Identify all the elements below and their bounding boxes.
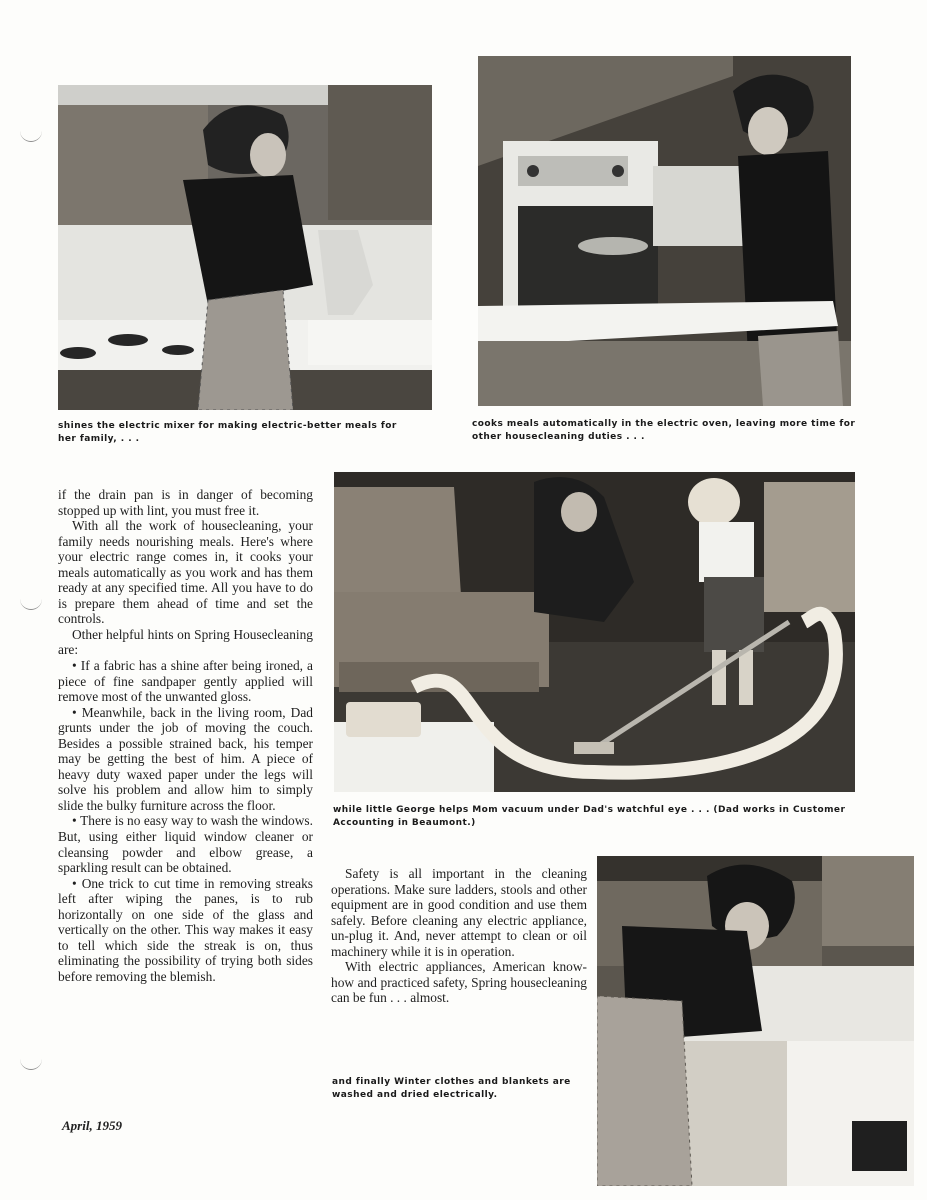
mixer-caption: shines the electric mixer for making electric-better meals for her family, . . . xyxy=(58,421,397,444)
issue-date: April, 1959 xyxy=(62,1118,122,1133)
article-column-middle xyxy=(331,866,587,1006)
binder-hole-middle xyxy=(20,598,42,610)
paragraph: With electric appliances, American know-how and practiced safety, Spring housecleaning can be fun . . . almost. xyxy=(331,959,587,1006)
binder-hole-bottom xyxy=(20,1058,42,1070)
paragraph: With all the work of housecleaning, your family needs nourishing meals. Here's where your electric range comes in, it cooks your meals automatically as you work and has them ready at any specified time. All you have to do is prepare them ahead of time and set the controls. xyxy=(58,518,313,627)
bullet-item: • Meanwhile, back in the living room, Dad grunts under the job of moving the couch. Besides a possible strained back, his temper may be getting the best of him. A piece of heavy duty waxed paper under the legs will solve his problem and allow him to simply slide the bulky furniture across the floor. xyxy=(58,705,313,814)
photo-washer xyxy=(597,856,914,1186)
photo-oven xyxy=(478,56,851,406)
paragraph: if the drain pan is in danger of becoming stopped up with lint, you must free it. xyxy=(58,487,313,518)
paragraph: Other helpful hints on Spring Housecleaning are: xyxy=(58,626,313,658)
binder-hole-top xyxy=(20,130,42,142)
photo-vacuum xyxy=(334,472,855,792)
photo-mixer xyxy=(58,85,432,410)
bullet-item: • If a fabric has a shine after being ironed, a piece of fine sandpaper gently applied will remove most of the unwanted gloss. xyxy=(58,658,313,705)
oven-caption: cooks meals automatically in the electric oven, leaving more time for other housecleaning duties . . . xyxy=(472,419,856,442)
bullet-item: • There is no easy way to wash the windows. But, using either liquid window cleaner or cleansing powder and elbow grease, a sparkling result can be obtained. xyxy=(58,813,313,875)
vacuum-caption: while little George helps Mom vacuum under Dad's watchful eye . . . (Dad works in Customer Accounting in Beaumont.) xyxy=(333,805,846,828)
washer-caption: and finally Winter clothes and blankets are washed and dried electrically. xyxy=(332,1077,571,1100)
bullet-item: • One trick to cut time in removing streaks left after wiping the panes, is to rub horizontally on one side of the glass and vertically on the other. This way makes it easy to tell which side the streak is on, thus eliminating the possibility of trying both sides before removing the blemish. xyxy=(58,876,313,985)
article-column-left xyxy=(58,487,313,985)
paragraph: Safety is all important in the cleaning operations. Make sure ladders, stools and other equipment are in good condition and use them safely. Before cleaning any electric appliance, un-plug it. And, never attempt to clean or oil machinery while it is in operation. xyxy=(331,866,587,959)
